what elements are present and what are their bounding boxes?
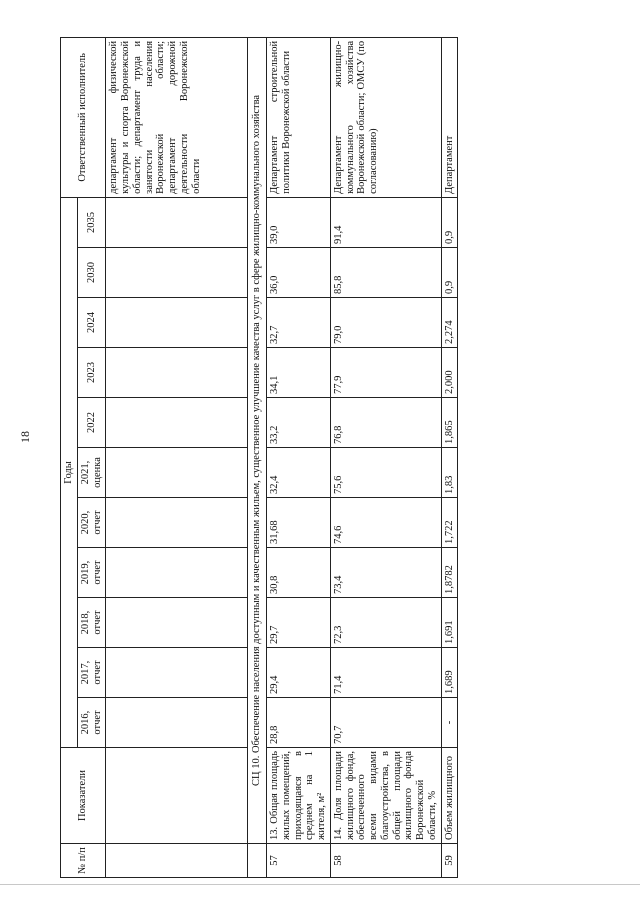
indicator-cell: 13. Общая площадь жилых помещений, приходящаяся в среднем на 1 жителя, м² [267,748,331,844]
value-cell: 36,0 [267,248,331,298]
section-row [248,37,267,877]
header-no: № п/п [61,844,106,878]
value-cell: 39,0 [267,197,331,247]
value-cell: 1,865 [441,398,458,448]
value-cell: 28,8 [267,698,331,748]
header-years: Годы [61,197,78,747]
value-cell: 33,2 [267,398,331,448]
header-year: 2019, отчет [77,548,106,598]
header-year: 2035 [77,197,106,247]
row-number: 57 [267,844,331,878]
value-cell: 74,6 [330,498,441,548]
value-cell: 29,7 [267,598,331,648]
value-cell: 2,274 [441,298,458,348]
value-cell: 29,4 [267,648,331,698]
table-row [267,37,331,877]
indicators-table [60,37,458,878]
value-cell: 91,4 [330,197,441,247]
value-cell: 75,6 [330,448,441,498]
value-cell: 32,4 [267,448,331,498]
table-row [330,37,441,877]
rotated-table-container [60,38,570,878]
value-cell: 0,9 [441,197,458,247]
responsible-cell: Департамент строительной политики Воронежской области [267,37,331,197]
value-cell: 34,1 [267,348,331,398]
header-year: 2016, отчет [77,698,106,748]
header-responsible: Ответственный исполнитель [61,37,106,197]
section-title: СЦ 10. Обеспечение населения доступным и качественным жильем, существенное улучшение качества услуг в сфере жилищно-коммунального хозяйства [248,37,267,843]
responsible-cell: Департамент [441,37,458,197]
value-cell: 73,4 [330,548,441,598]
header-year: 2022 [77,398,106,448]
header-year: 2023 [77,348,106,398]
value-cell: 1,8782 [441,548,458,598]
value-cell: 71,4 [330,648,441,698]
value-cell: 85,8 [330,248,441,298]
value-cell: 1,83 [441,448,458,498]
value-cell: 79,0 [330,298,441,348]
page-edge-rule [0,884,640,885]
header-year: 2020, отчет [77,498,106,548]
header-year: 2018, отчет [77,598,106,648]
value-cell: 1,722 [441,498,458,548]
row-number: 58 [330,844,441,878]
header-year: 2017, отчет [77,648,106,698]
value-cell: 30,8 [267,548,331,598]
value-cell: 77,9 [330,348,441,398]
value-cell: 70,7 [330,698,441,748]
header-year: 2030 [77,248,106,298]
indicator-cell: Объем жилищного [441,748,458,844]
value-cell: 1,691 [441,598,458,648]
indicator-cell: 14. Доля площади жилищного фонда, обеспеченного всеми видами благоустройства, в общей площади жилищного фонда Воронежской области, % [330,748,441,844]
value-cell: 2,000 [441,348,458,398]
value-cell: 0,9 [441,248,458,298]
page-number: 18 [18,431,32,443]
header-year: 2024 [77,298,106,348]
value-cell: 1,689 [441,648,458,698]
row-number: 59 [441,844,458,878]
responsible-cell: департамент физической культуры и спорта Воронежской области; департамент труда и занятости населения Воронежской области; департамент дорожной деятельности Воронежской области [106,37,248,197]
value-cell: 31,68 [267,498,331,548]
value-cell: 32,7 [267,298,331,348]
header-indicator: Показатели [61,748,106,844]
responsible-cell: Департамент жилищно-коммунального хозяйства Воронежской области; ОМСУ (по согласованию) [330,37,441,197]
value-cell: - [441,698,458,748]
value-cell: 72,3 [330,598,441,648]
header-year: 2021, оценка [77,448,106,498]
table-row [106,37,248,877]
table-row [441,37,458,877]
value-cell: 76,8 [330,398,441,448]
